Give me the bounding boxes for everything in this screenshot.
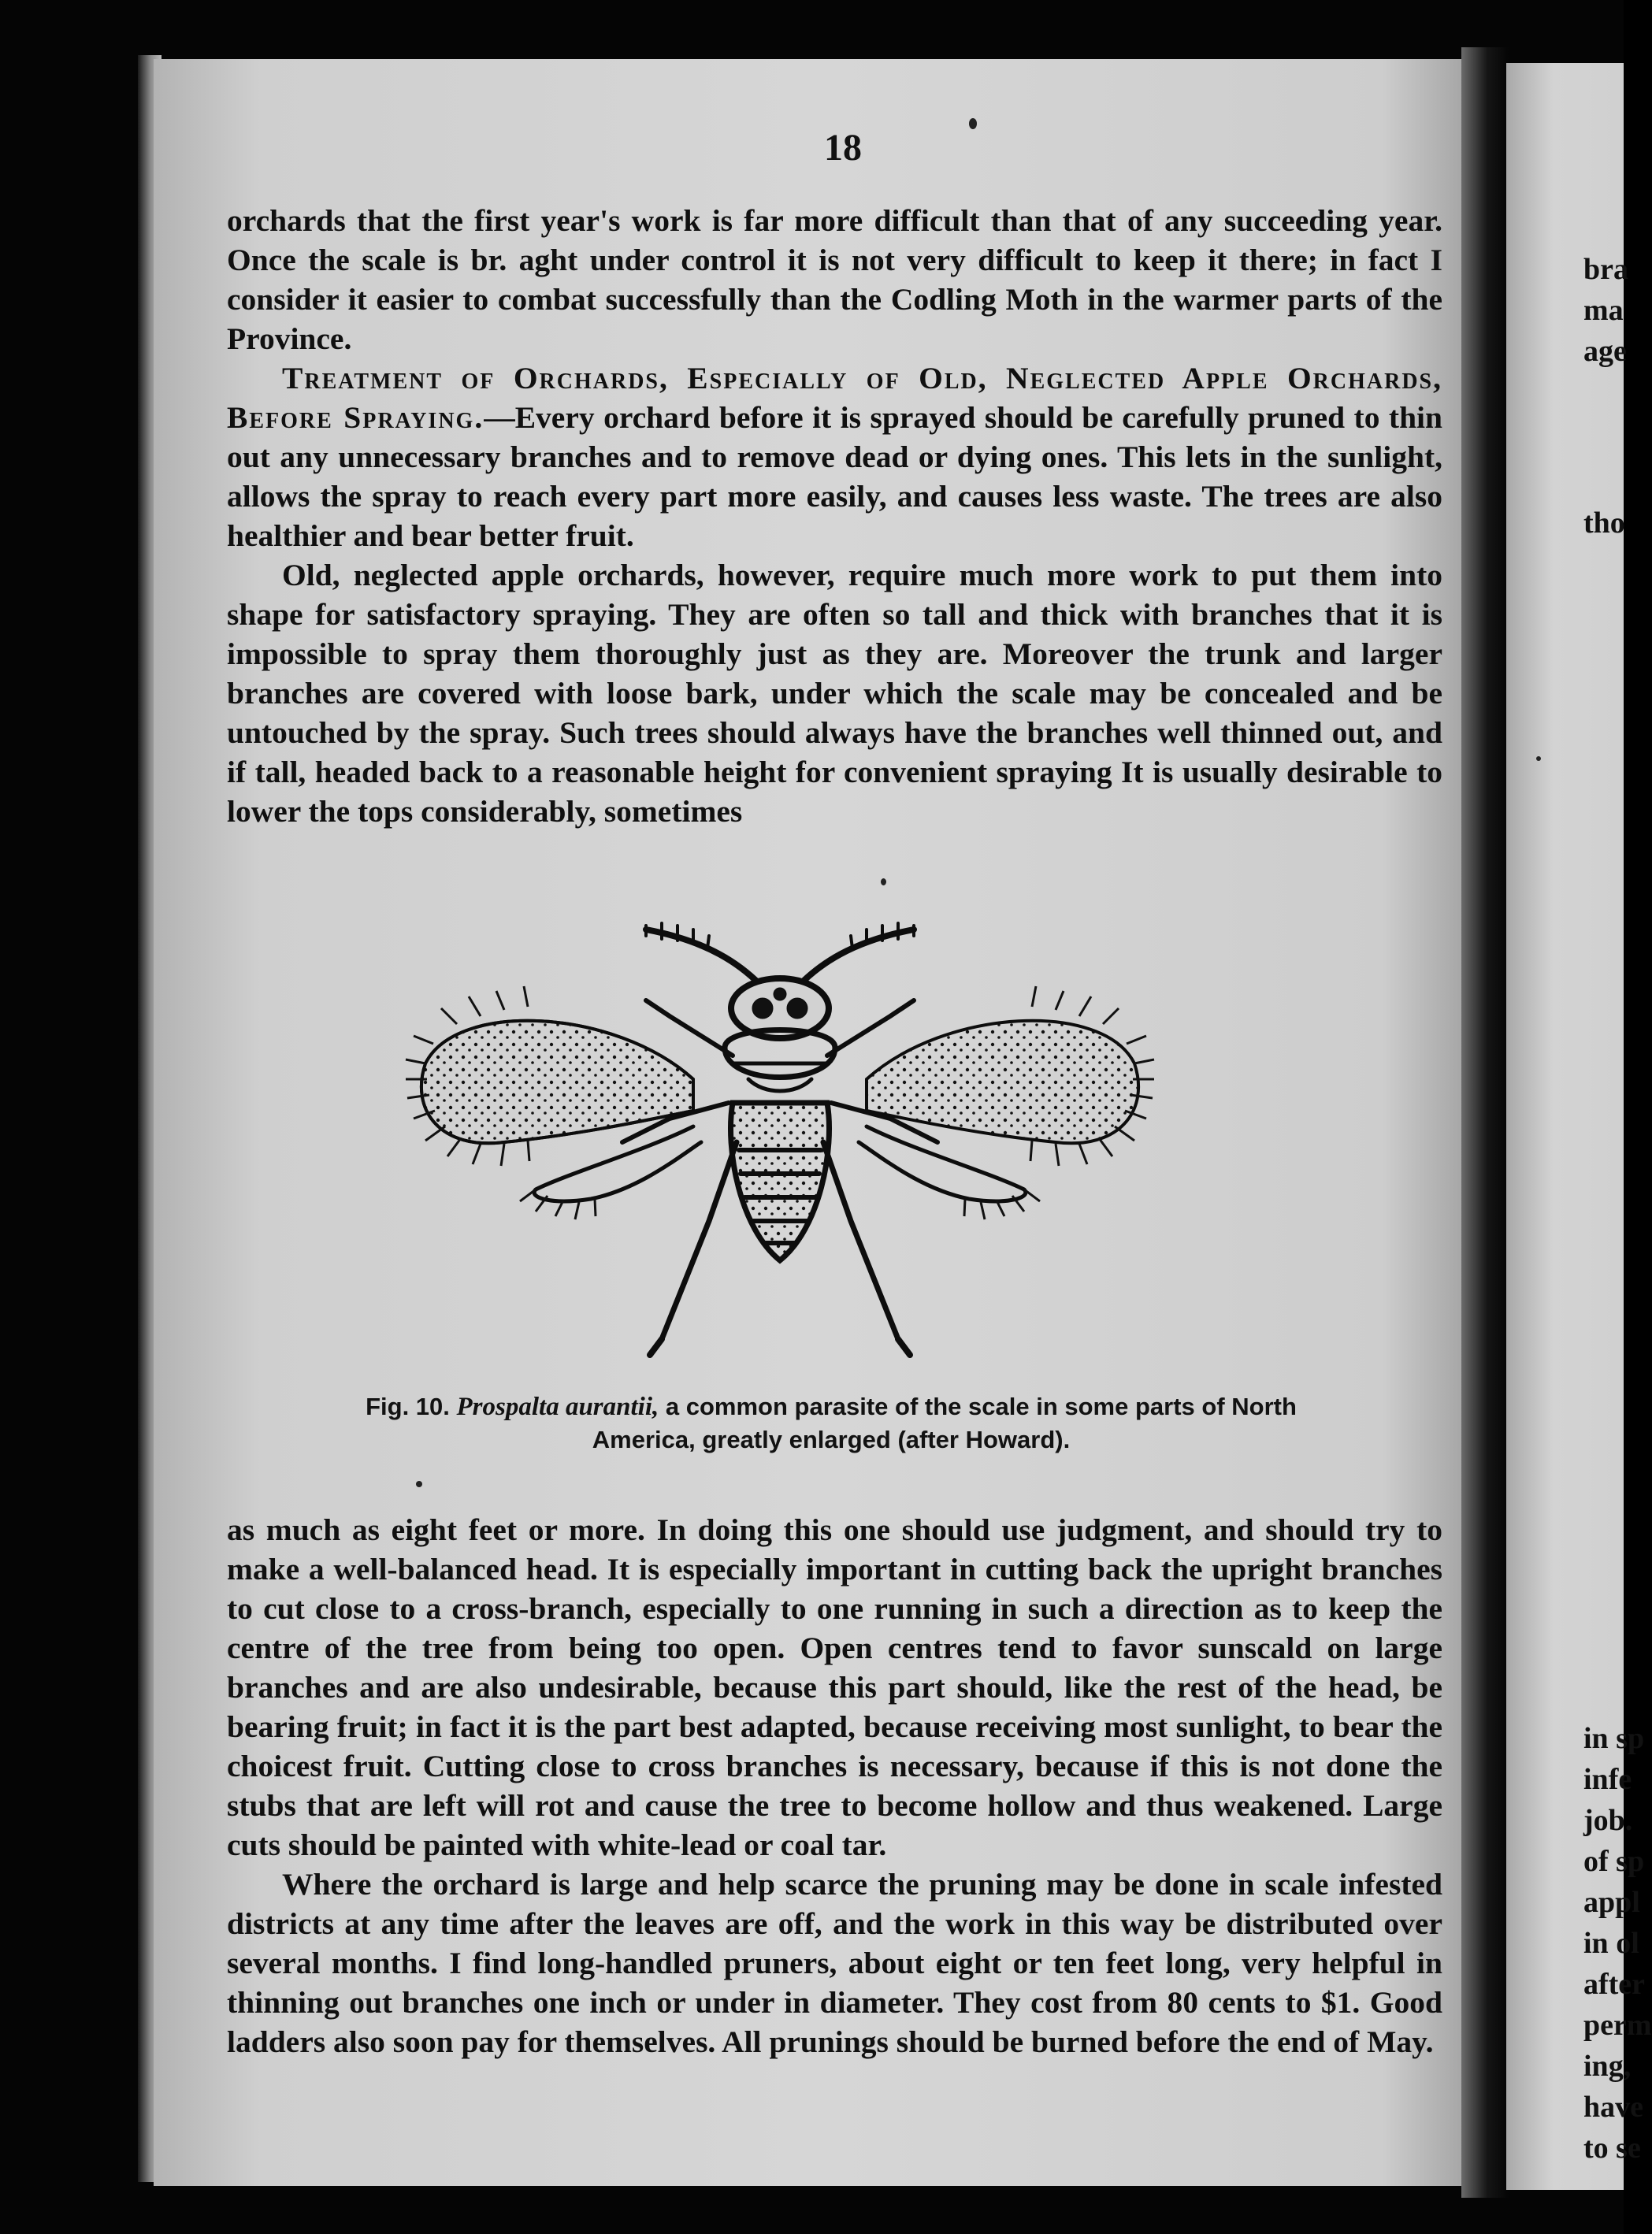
figure-parasite-illustration [410,890,1150,1363]
scan-speck [881,878,886,885]
paragraph: orchards that the first year's work is far more difficult than that of any succeeding year. Once the scale is br. aght under control it is not very difficult to keep it there; in fact I consider it easier to combat successfully than the Codling Moth in the warmer parts of the Province. [227,203,1442,356]
facing-page-fragment: have [1583,2091,1643,2124]
figure-caption [339,1390,1323,1456]
book-gutter [1461,47,1509,2198]
scan-speck [1536,756,1541,761]
paragraph: Where the orchard is large and help scarce the pruning may be done in scale infested districts at any time after the leaves are off, and the work in this way be distributed over several months. I find long-handled pruners, about eight or ten feet long, very helpful in thinning out branches one inch or under in diameter. They cost from 80 cents to $1. Good ladders also soon pay for themselves. All prunings should be burned before the end of May. [227,1867,1442,2059]
page-number: 18 [824,127,862,169]
paragraph-body: —Every orchard before it is sprayed should be carefully pruned to thin out any unnecessary branches and to remove dead or dying ones. This lets in the sunlight, allows the spray to reach every part more easily, and causes less waste. The trees are also healthier and bear better fruit. [227,400,1442,553]
caption-figure-number: Fig. 10. [366,1393,450,1420]
facing-page-fragment: perm [1583,2009,1652,2042]
body-text-bottom [227,1510,1442,2061]
facing-page-fragment: age [1583,335,1627,368]
facing-page-fragment: infe [1583,1763,1632,1796]
facing-page-fragment: after [1583,1968,1646,2001]
facing-page-fragment: job. [1583,1804,1633,1837]
facing-page-fragment: appl [1583,1886,1640,1919]
facing-page-fragment: tho [1583,507,1625,540]
paragraph: Old, neglected apple orchards, however, require much more work to put them into shape for satisfactory spraying. They are often so tall and thick with branches that it is impossible to spray them thoroughly just as they are. Moreover the trunk and larger branches are covered with loose bark, under which the scale may be concealed and be untouched by the spray. Such trees should always have the branches well thinned out, and if tall, headed back to a reasonable height for convenient spraying It is usually desirable to lower the tops considerably, sometimes [227,558,1442,829]
scan-speck [969,118,977,129]
facing-page-fragment: bra [1583,253,1628,286]
paragraph: as much as eight feet or more. In doing this one should use judgment, and should try to make a well-balanced head. It is especially important in cutting back the upright branches to cut close to a cross-branch, especially to one running in such a direction as to keep the centre of the tree from being too open. Open centres tend to favor sunscald on large branches and are also undesirable, because this part should, like the rest of the head, be bearing fruit; in fact it is the part best adapted, because receiving most sunlight, to bear the choicest fruit. Cutting close to cross branches is necessary, because if this is not done the stubs that are left will rot and cause the tree to become hollow and thus weakened. Large cuts should be painted with white-lead or coal tar. [227,1512,1442,1862]
body-text-top [227,201,1442,831]
facing-page-fragment: to se [1583,2132,1641,2165]
caption-description: a common parasite of the scale in some parts of North America, greatly enlarged (after Howard). [592,1393,1297,1453]
caption-species-name: Prospalta aurantii, [456,1393,659,1421]
facing-page-fragment: ing, [1583,2050,1632,2083]
scan-speck [416,1481,422,1487]
section-heading: Treatment of Orchards, Especially of Old, Neglected Apple Orchards, Before Spraying. [227,361,1442,435]
parasite-wasp-drawing [410,890,1150,1363]
facing-page-fragment: of sp [1583,1845,1645,1878]
facing-page-fragment: in ol [1583,1927,1639,1960]
facing-page-fragment: in sp [1583,1722,1645,1755]
paragraph-with-heading [227,358,1442,555]
facing-page-fragment: ma [1583,294,1624,327]
